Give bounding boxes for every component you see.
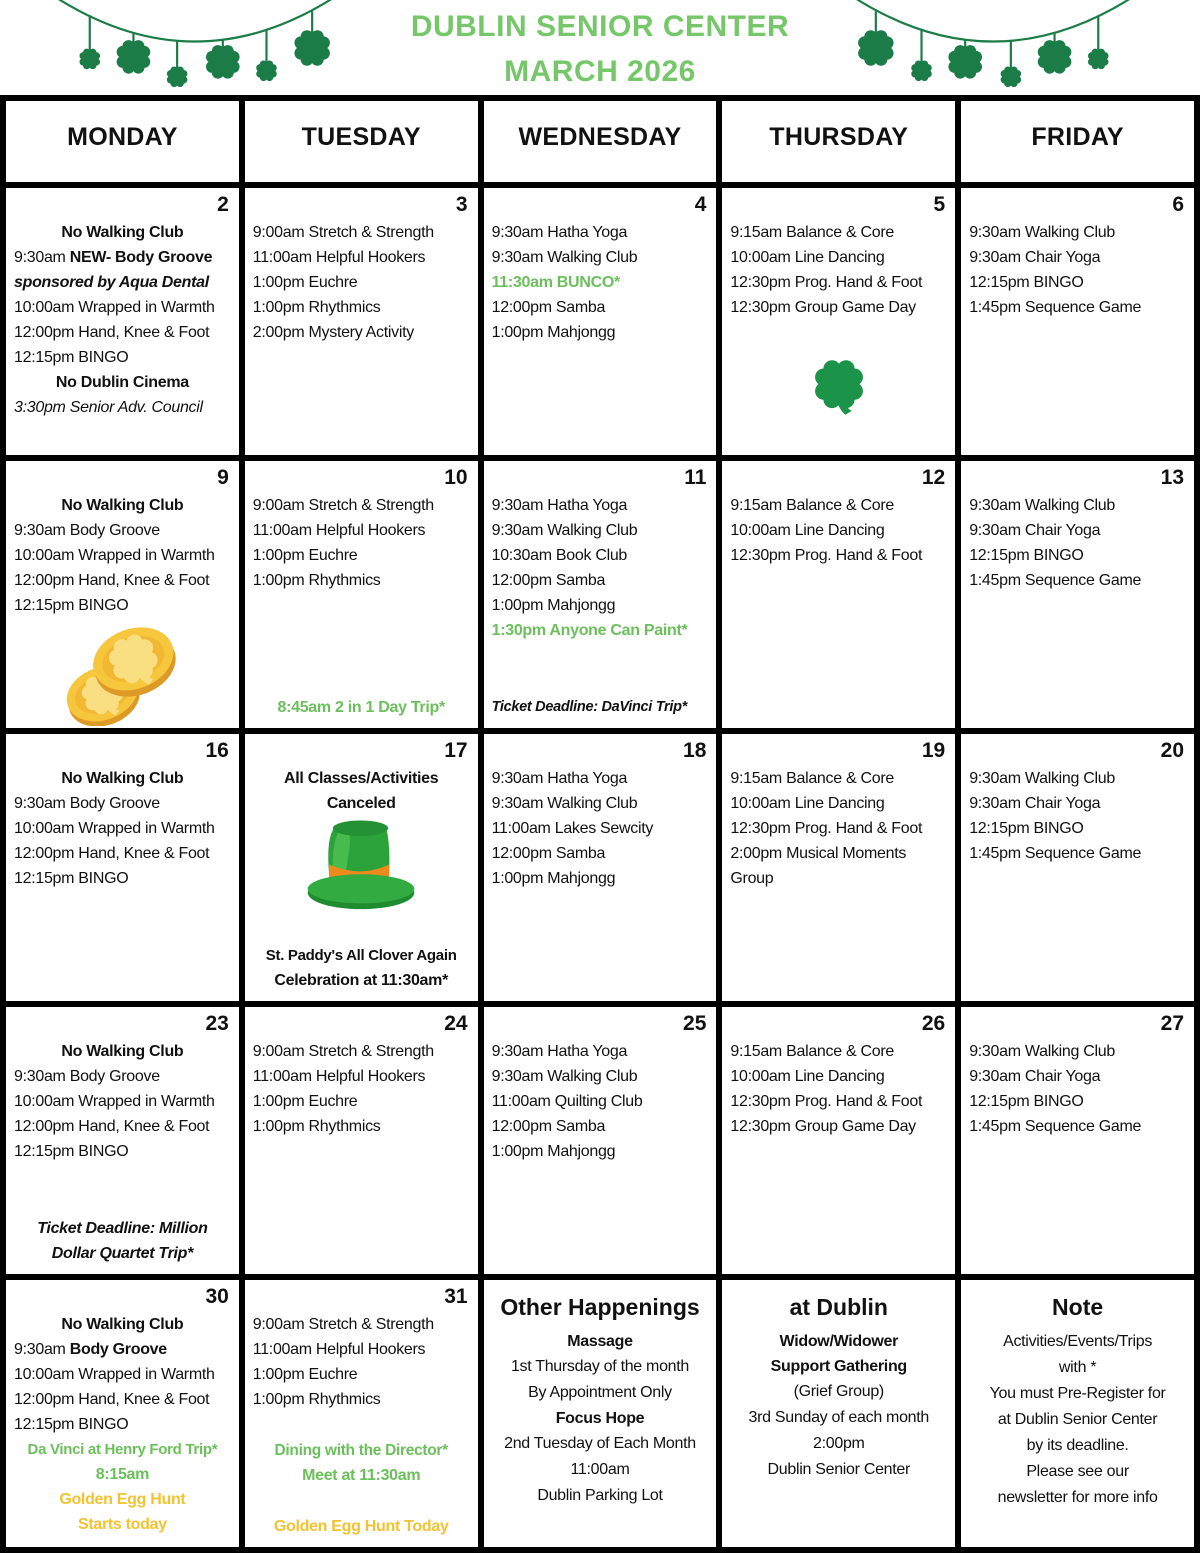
day-cell-13 — [961, 461, 1194, 728]
event-line: 1:00pm Rhythmics — [252, 1391, 381, 1408]
event-line: 9:30am Hatha Yoga — [491, 770, 628, 787]
event-line: 1:00pm Rhythmics — [252, 1118, 381, 1135]
day-cell-16 — [6, 734, 239, 1001]
event-line: 1:00pm Euchre — [252, 274, 358, 291]
info-cell-title: at Dublin — [789, 1294, 888, 1320]
day-cell-4 — [484, 188, 717, 455]
calendar-header — [0, 0, 1200, 95]
event-line: 9:00am Stretch & Strength — [252, 497, 434, 514]
day-number: 4 — [694, 193, 707, 216]
event-line: No Walking Club — [61, 1043, 184, 1060]
event-line: 9:30am NEW- Body Groove — [14, 249, 213, 266]
event-line: 10:00am Line Dancing — [730, 522, 885, 539]
day-number: 27 — [1160, 1012, 1184, 1035]
event-line: 9:30am Walking Club — [491, 249, 638, 266]
day-number: 26 — [921, 1012, 946, 1035]
event-line: 1:45pm Sequence Game — [969, 572, 1142, 589]
info-line: 3rd Sunday of each month — [748, 1409, 930, 1426]
event-line: 12:15pm BINGO — [969, 820, 1084, 837]
day-cell-18 — [484, 734, 717, 1001]
calendar-subtitle: MARCH 2026 — [504, 55, 696, 88]
event-line: 11:00am Lakes Sewcity — [491, 820, 654, 837]
event-line: 3:30pm Senior Adv. Council — [14, 399, 203, 416]
event-line: 8:15am — [95, 1466, 150, 1483]
event-line: 9:30am Walking Club — [969, 497, 1115, 514]
event-line: 9:30am Chair Yoga — [969, 795, 1101, 812]
event-line: 1:00pm Mahjongg — [491, 597, 616, 614]
info-line: by its deadline. — [1026, 1437, 1129, 1454]
event-line: 1:45pm Sequence Game — [969, 1118, 1142, 1135]
day-number: 11 — [684, 466, 707, 489]
event-line: 9:30am Walking Club — [969, 224, 1115, 241]
event-line: Ticket Deadline: DaVinci Trip* — [491, 699, 688, 715]
event-line: Meet at 11:30am — [302, 1467, 421, 1484]
event-line: 10:00am Line Dancing — [730, 1068, 885, 1085]
event-line: No Walking Club — [61, 1316, 184, 1333]
event-line: 12:15pm BINGO — [14, 1143, 129, 1160]
event-line: 12:30pm Prog. Hand & Foot — [730, 547, 923, 564]
event-line: Da Vinci at Henry Ford Trip* — [27, 1441, 218, 1458]
info-line: Please see our — [1026, 1463, 1129, 1480]
event-line: 12:00pm Hand, Knee & Foot — [14, 845, 210, 862]
event-line: 12:15pm BINGO — [969, 274, 1084, 291]
event-line: No Dublin Cinema — [55, 374, 189, 391]
event-line: 9:15am Balance & Core — [730, 1043, 894, 1060]
day-cell-10 — [245, 461, 478, 728]
day-cell-3 — [245, 188, 478, 455]
info-line: Dublin Senior Center — [767, 1461, 911, 1478]
info-cell-title: Note — [1052, 1294, 1104, 1320]
event-line: sponsored by Aqua Dental — [14, 274, 209, 291]
event-line: 12:30pm Group Game Day — [730, 299, 916, 316]
event-line: 10:00am Wrapped in Warmth — [14, 547, 215, 564]
event-line: 10:00am Line Dancing — [730, 795, 885, 812]
event-line: 12:00pm Hand, Knee & Foot — [14, 572, 210, 589]
day-number: 20 — [1160, 739, 1184, 762]
event-line: All Classes/Activities — [284, 770, 439, 787]
event-line: Starts today — [77, 1516, 167, 1533]
day-number: 9 — [217, 466, 229, 489]
event-line: 11:00am Helpful Hookers — [252, 1341, 426, 1358]
day-number: 24 — [444, 1012, 468, 1035]
event-line: Ticket Deadline: Million — [37, 1220, 208, 1237]
weekday-header-thursday: THURSDAY — [722, 101, 955, 182]
event-line: 9:30am Body Groove — [14, 1341, 167, 1358]
event-line: St. Paddy's All Clover Again — [265, 947, 457, 964]
event-line: 9:00am Stretch & Strength — [252, 224, 434, 241]
info-cell-at-dublin — [722, 1280, 955, 1547]
day-cell-9 — [6, 461, 239, 728]
day-cell-5 — [722, 188, 955, 455]
info-line: 2nd Tuesday of Each Month — [504, 1435, 696, 1452]
info-cell-title: Other Happenings — [500, 1294, 700, 1320]
info-line: 11:00am — [570, 1461, 630, 1478]
day-number: 13 — [1160, 466, 1184, 489]
day-cell-19 — [722, 734, 955, 1001]
event-line: 10:00am Wrapped in Warmth — [14, 299, 215, 316]
clover-icon — [728, 320, 949, 420]
day-cell-12 — [722, 461, 955, 728]
event-line: Golden Egg Hunt — [59, 1491, 186, 1508]
event-line: Golden Egg Hunt Today — [273, 1518, 449, 1535]
event-line: 1:00pm Mahjongg — [491, 324, 616, 341]
event-line: 12:15pm BINGO — [14, 870, 129, 887]
event-line: 9:30am Walking Club — [491, 1068, 638, 1085]
event-line: 12:00pm Samba — [491, 572, 606, 589]
day-number: 16 — [205, 739, 229, 762]
info-line: 1st Thursday of the month — [510, 1358, 690, 1375]
event-line: 10:00am Wrapped in Warmth — [14, 1366, 215, 1383]
event-line: 9:30am Walking Club — [491, 795, 638, 812]
event-line: 1:30pm Anyone Can Paint* — [491, 622, 688, 639]
event-line: 10:30am Book Club — [491, 547, 628, 564]
day-number: 6 — [1172, 193, 1184, 216]
info-cell-other-happenings — [484, 1280, 717, 1547]
day-cell-26 — [722, 1007, 955, 1274]
info-cell-note — [961, 1280, 1194, 1547]
weekday-header-monday: MONDAY — [6, 101, 239, 182]
tophat-icon — [251, 816, 472, 915]
info-line: with * — [1058, 1359, 1097, 1376]
day-cell-23 — [6, 1007, 239, 1274]
day-number: 23 — [205, 1012, 229, 1035]
event-line: 1:00pm Euchre — [252, 1366, 358, 1383]
event-line: 9:30am Walking Club — [969, 770, 1115, 787]
event-line: 9:30am Chair Yoga — [969, 1068, 1101, 1085]
event-line: 12:15pm BINGO — [14, 1416, 129, 1433]
event-line: No Walking Club — [61, 770, 184, 787]
coins-icon — [12, 618, 233, 726]
event-line: 9:30am Chair Yoga — [969, 249, 1101, 266]
day-cell-17 — [245, 734, 478, 1001]
info-line: at Dublin Senior Center — [997, 1411, 1158, 1428]
event-line: 12:30pm Prog. Hand & Foot — [730, 820, 923, 837]
event-line: 12:00pm Hand, Knee & Foot — [14, 324, 210, 341]
info-line: Dublin Parking Lot — [537, 1487, 663, 1504]
event-line: 1:00pm Mahjongg — [491, 870, 616, 887]
event-line: 12:15pm BINGO — [969, 547, 1084, 564]
info-line: Activities/Events/Trips — [1003, 1333, 1153, 1350]
info-line: Support Gathering — [770, 1358, 907, 1375]
day-number: 10 — [444, 466, 468, 489]
info-line: By Appointment Only — [528, 1384, 672, 1401]
event-line: 9:15am Balance & Core — [730, 497, 894, 514]
event-line: 2:00pm Musical Moments Group — [730, 845, 907, 887]
event-line: 11:30am BUNCO* — [491, 274, 620, 291]
event-line: 9:15am Balance & Core — [730, 770, 894, 787]
event-line: 11:00am Quilting Club — [491, 1093, 643, 1110]
info-line: (Grief Group) — [793, 1383, 884, 1400]
event-line: 12:15pm BINGO — [14, 349, 129, 366]
info-line: 2:00pm — [813, 1435, 865, 1452]
event-line: 10:00am Wrapped in Warmth — [14, 1093, 215, 1110]
day-number: 17 — [444, 739, 468, 762]
event-line: No Walking Club — [61, 224, 184, 241]
day-cell-2 — [6, 188, 239, 455]
weekday-header-friday: FRIDAY — [961, 101, 1194, 182]
event-line: 12:00pm Hand, Knee & Foot — [14, 1391, 210, 1408]
event-line: 12:15pm BINGO — [14, 597, 129, 614]
info-line: newsletter for more info — [997, 1489, 1158, 1506]
info-line: You must Pre-Register for — [989, 1385, 1166, 1402]
calendar-title: DUBLIN SENIOR CENTER — [410, 10, 790, 43]
event-line: 9:15am Balance & Core — [730, 224, 894, 241]
event-line: 1:00pm Rhythmics — [252, 572, 381, 589]
shamrock-garland-right-icon — [854, 0, 1132, 93]
event-line: 1:00pm Rhythmics — [252, 299, 381, 316]
event-line: No Walking Club — [61, 497, 184, 514]
event-line: 11:00am Helpful Hookers — [252, 522, 426, 539]
day-cell-27 — [961, 1007, 1194, 1274]
event-line: 11:00am Helpful Hookers — [252, 1068, 426, 1085]
weekday-header-tuesday: TUESDAY — [245, 101, 478, 182]
day-number: 30 — [205, 1285, 229, 1308]
event-line: 9:00am Stretch & Strength — [252, 1316, 434, 1333]
event-line: Dining with the Director* — [274, 1442, 448, 1459]
event-line: 1:45pm Sequence Game — [969, 299, 1142, 316]
event-line: Dollar Quartet Trip* — [51, 1245, 194, 1262]
event-line: 10:00am Wrapped in Warmth — [14, 820, 215, 837]
event-line: 9:30am Body Groove — [14, 522, 160, 539]
event-line: 1:00pm Mahjongg — [491, 1143, 616, 1160]
day-cell-25 — [484, 1007, 717, 1274]
day-number: 5 — [933, 193, 946, 216]
event-line: 8:45am 2 in 1 Day Trip* — [277, 699, 445, 716]
event-line: 12:00pm Samba — [491, 845, 606, 862]
event-line: Canceled — [326, 795, 396, 812]
day-number: 31 — [444, 1285, 468, 1308]
day-cell-30 — [6, 1280, 239, 1547]
day-cell-24 — [245, 1007, 478, 1274]
event-line: 9:30am Hatha Yoga — [491, 224, 628, 241]
event-line: 12:00pm Samba — [491, 1118, 606, 1135]
event-line: 9:30am Walking Club — [491, 522, 638, 539]
event-line: 12:00pm Samba — [491, 299, 606, 316]
event-line: 9:30am Body Groove — [14, 1068, 160, 1085]
day-number: 2 — [217, 193, 229, 216]
day-cell-20 — [961, 734, 1194, 1001]
event-line: 9:30am Walking Club — [969, 1043, 1115, 1060]
event-line: 10:00am Line Dancing — [730, 249, 885, 266]
info-line: Massage — [567, 1333, 633, 1350]
event-line: 1:45pm Sequence Game — [969, 845, 1142, 862]
event-line: 9:30am Chair Yoga — [969, 522, 1101, 539]
day-number: 3 — [455, 193, 468, 216]
event-line: 9:30am Body Groove — [14, 795, 160, 812]
event-line: 12:30pm Group Game Day — [730, 1118, 916, 1135]
event-line: 9:30am Hatha Yoga — [491, 1043, 628, 1060]
event-line: 12:15pm BINGO — [969, 1093, 1084, 1110]
day-number: 25 — [683, 1012, 707, 1035]
event-line: 9:00am Stretch & Strength — [252, 1043, 434, 1060]
day-cell-31 — [245, 1280, 478, 1547]
event-line: 11:00am Helpful Hookers — [252, 249, 426, 266]
info-line: Widow/Widower — [779, 1333, 899, 1350]
day-number: 19 — [921, 739, 946, 762]
event-line: 12:30pm Prog. Hand & Foot — [730, 274, 923, 291]
weekday-header-wednesday: WEDNESDAY — [484, 101, 717, 182]
info-line: Focus Hope — [555, 1410, 645, 1427]
event-line: Celebration at 11:30am* — [274, 972, 448, 989]
day-number: 12 — [921, 466, 946, 489]
event-line: 1:00pm Euchre — [252, 547, 358, 564]
event-line: 12:00pm Hand, Knee & Foot — [14, 1118, 210, 1135]
day-number: 18 — [683, 739, 707, 762]
calendar-grid — [0, 95, 1200, 1553]
event-line: 12:30pm Prog. Hand & Foot — [730, 1093, 923, 1110]
event-line: 2:00pm Mystery Activity — [252, 324, 414, 341]
day-cell-11 — [484, 461, 717, 728]
day-cell-6 — [961, 188, 1194, 455]
event-line: 1:00pm Euchre — [252, 1093, 358, 1110]
event-line: 9:30am Hatha Yoga — [491, 497, 628, 514]
